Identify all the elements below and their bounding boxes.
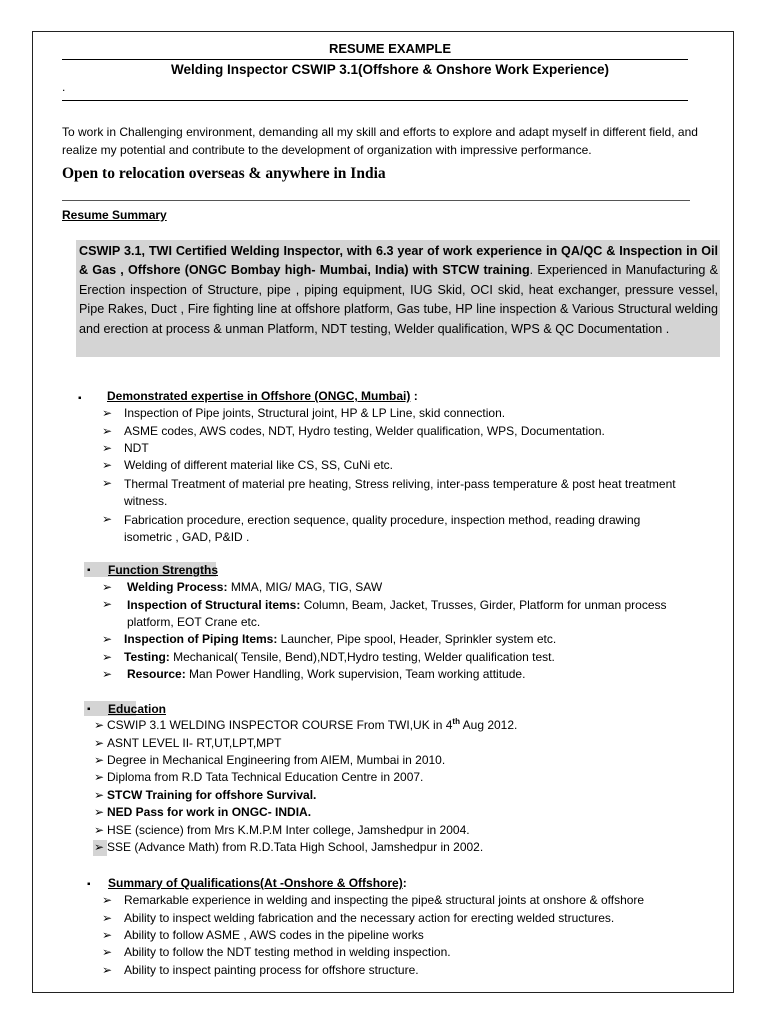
header-rule: [62, 100, 688, 101]
strength-item: [124, 632, 556, 646]
qualifications-heading-colon: :: [402, 876, 407, 890]
summary-paragraph: [79, 242, 718, 339]
document-title: RESUME EXAMPLE: [328, 41, 452, 56]
strength-item: [127, 667, 525, 681]
qualifications-heading: [108, 876, 407, 890]
education-heading: Education: [108, 702, 167, 716]
offshore-item: Inspection of Pipe joints, Structural joint, HP & LP Line, skid connection.: [124, 406, 506, 420]
document-subtitle: Welding Inspector CSWIP 3.1(Offshore & Onshore Work Experience): [170, 62, 610, 77]
education-item: SSE (Advance Math) from R.D.Tata High School, Jamshedpur in 2002.: [107, 840, 484, 854]
arrow-bullet-icon: ➢: [102, 667, 113, 681]
offshore-item: Welding of different material like CS, SS, CuNi etc.: [124, 458, 394, 472]
arrow-bullet-icon: ➢: [94, 823, 105, 837]
education-item: ASNT LEVEL II- RT,UT,LPT,MPT: [107, 736, 282, 750]
qualification-item: Ability to follow ASME , AWS codes in the pipeline works: [124, 928, 424, 942]
education-item: Diploma from R.D Tata Technical Education Centre in 2007.: [107, 770, 424, 784]
header-dot: .: [62, 80, 66, 94]
arrow-bullet-icon: ➢: [102, 928, 113, 942]
arrow-bullet-icon: ➢: [94, 736, 105, 750]
strength-label: Testing:: [124, 650, 170, 664]
arrow-bullet-icon: ➢: [102, 424, 113, 438]
education-item-text: CSWIP 3.1 WELDING INSPECTOR COURSE From TWI,UK in 4: [107, 718, 453, 732]
arrow-bullet-icon: ➢: [94, 805, 105, 819]
offshore-item: ASME codes, AWS codes, NDT, Hydro testing, Welder qualification, WPS, Documentation.: [124, 424, 605, 438]
arrow-bullet-icon: ➢: [102, 476, 113, 490]
offshore-heading-text: Demonstrated expertise in Offshore (ONGC, Mumbai): [107, 389, 411, 403]
arrow-bullet-icon: ➢: [102, 632, 113, 646]
arrow-bullet-icon: ➢: [94, 770, 105, 784]
bullet-icon: ▪: [78, 393, 82, 404]
resume-summary-heading: Resume Summary: [62, 208, 167, 222]
education-item: Degree in Mechanical Engineering from AIEM, Mumbai in 2010.: [107, 753, 446, 767]
qualification-item: Ability to inspect painting process for offshore structure.: [124, 963, 419, 977]
arrow-bullet-icon: ➢: [94, 753, 105, 767]
bullet-icon: ▪: [87, 565, 91, 576]
offshore-item: Thermal Treatment of material pre heating, Stress reliving, inter-pass temperature & post heat treatment witness.: [124, 477, 676, 508]
arrow-bullet-icon: ➢: [102, 458, 113, 472]
arrow-bullet-icon: ➢: [94, 718, 105, 732]
offshore-heading: [107, 389, 418, 403]
education-item: HSE (science) from Mrs K.M.P.M Inter college, Jamshedpur in 2004.: [107, 823, 470, 837]
strength-text: Man Power Handling, Work supervision, Team working attitude.: [185, 667, 526, 681]
qualification-item: Ability to inspect welding fabrication and the necessary action for erecting welded structures.: [124, 911, 615, 925]
relocation-statement: Open to relocation overseas & anywhere in India: [62, 165, 386, 182]
strength-label: Inspection of Structural items:: [127, 598, 301, 612]
arrow-bullet-icon: ➢: [102, 406, 113, 420]
strength-item: [127, 597, 687, 631]
offshore-item: Fabrication procedure, erection sequence, quality procedure, inspection method, reading drawing isometric , GAD, P&ID .: [124, 513, 641, 544]
education-item-text: Aug 2012.: [459, 718, 518, 732]
superscript: th: [452, 717, 460, 726]
strength-label: Inspection of Piping Items:: [124, 632, 278, 646]
strength-label: Resource:: [127, 667, 186, 681]
arrow-bullet-icon: ➢: [102, 945, 113, 959]
summary-bold-text: CSWIP 3.1, TWI Certified Welding Inspector, with 6.3 year of work experience in QA/QC & Inspection in Oil & Gas , Offshore (ONGC Bombay high- Mumbai, India) with STCW training: [79, 244, 718, 278]
strength-item: [124, 650, 555, 664]
qualification-item: Ability to follow the NDT testing method in welding inspection.: [124, 945, 451, 959]
bullet-icon: ▪: [87, 704, 91, 715]
qualifications-heading-text: Summary of Qualifications(At -Onshore & Offshore): [108, 876, 403, 890]
strength-item: [127, 580, 382, 594]
arrow-bullet-icon: ➢: [102, 893, 113, 907]
arrow-bullet-icon: ➢: [102, 963, 113, 977]
qualification-item: Remarkable experience in welding and inspecting the pipe& structural joints at onshore & offshore: [124, 893, 645, 907]
page-bottom-border: [32, 992, 734, 993]
offshore-heading-colon: :: [410, 389, 418, 403]
offshore-item: NDT: [124, 441, 149, 455]
strength-text: Launcher, Pipe spool, Header, Sprinkler system etc.: [277, 632, 557, 646]
strength-text: MMA, MIG/ MAG, TIG, SAW: [227, 580, 383, 594]
arrow-bullet-icon: ➢: [102, 650, 113, 664]
arrow-bullet-icon: ➢: [94, 840, 105, 854]
arrow-bullet-icon: ➢: [102, 512, 113, 526]
relocation-rule: [62, 200, 690, 201]
objective-text: To work in Challenging environment, demanding all my skill and efforts to explore and adapt myself in different field, and realize my potential and contribute to the development of organization with impressive performance.: [62, 125, 698, 157]
bullet-icon: ▪: [87, 879, 91, 890]
summary-rest-text: . Experienced in Manufacturing & Erection inspection of Structure, pipe , piping equipment, IUG Skid, OCI skid, heat exchanger, pressure vessel, Pipe Rakes, Duct , Fire fighting line at offshore platform, Gas tube, HP line inspection & Various Structural welding and erection at process & unman Platform, NDT testing, Welder qualification, WPS & QC Documentation .: [79, 263, 718, 336]
function-strengths-heading: Function Strengths: [108, 563, 218, 577]
arrow-bullet-icon: ➢: [102, 580, 113, 594]
strength-label: Welding Process:: [127, 580, 228, 594]
arrow-bullet-icon: ➢: [102, 911, 113, 925]
education-item: [107, 718, 517, 732]
title-rule: [62, 59, 688, 60]
education-item: STCW Training for offshore Survival.: [107, 788, 317, 802]
arrow-bullet-icon: ➢: [94, 788, 105, 802]
arrow-bullet-icon: ➢: [102, 441, 113, 455]
arrow-bullet-icon: ➢: [102, 597, 113, 611]
strength-text: Mechanical( Tensile, Bend),NDT,Hydro testing, Welder qualification test.: [169, 650, 555, 664]
strength-text: Column, Beam, Jacket, Trusses, Girder, Platform for unman process platform, EOT Crane etc.: [127, 598, 667, 629]
education-item: NED Pass for work in ONGC- INDIA.: [107, 805, 312, 819]
